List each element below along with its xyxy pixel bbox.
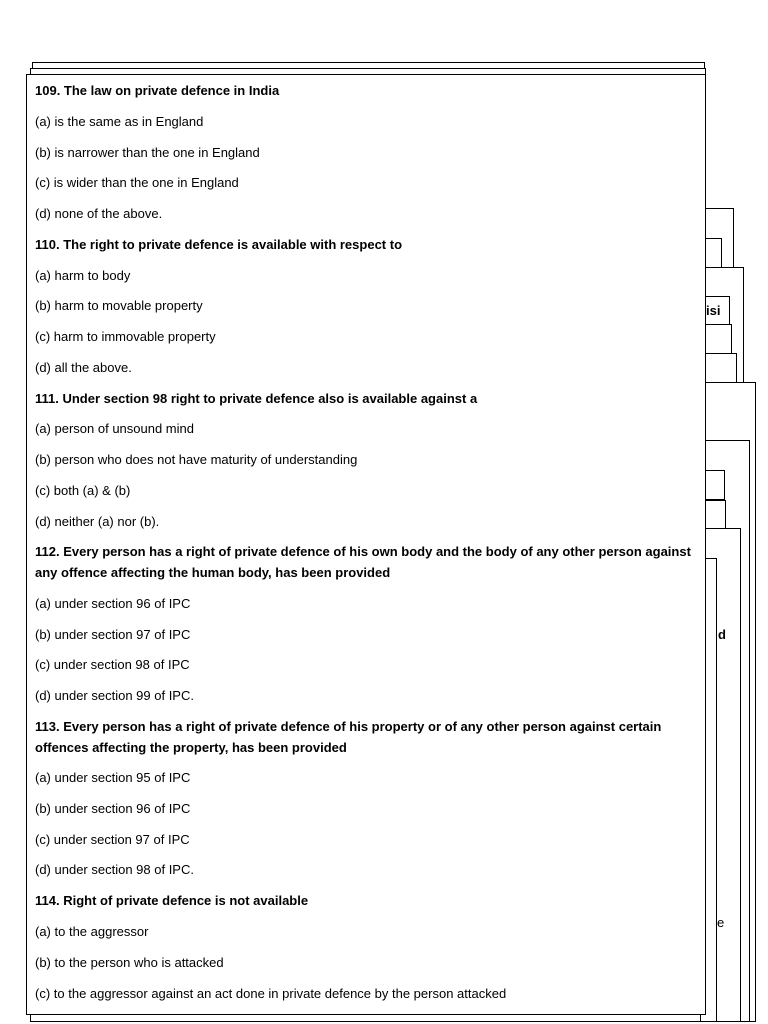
- option-109-c: (c) is wider than the one in England: [35, 175, 239, 190]
- option-114-c: (c) to the aggressor against an act done in private defence by the person attacked: [35, 986, 507, 1001]
- option-110-a: (a) harm to body: [35, 268, 131, 283]
- option-112-b: (b) under section 97 of IPC: [35, 627, 191, 642]
- option-110-c: (c) harm to immovable property: [35, 329, 216, 344]
- peek-text: d: [718, 627, 726, 642]
- option-111-a: (a) person of unsound mind: [35, 421, 194, 436]
- option-113-a: (a) under section 95 of IPC: [35, 770, 191, 785]
- option-109-b: (b) is narrower than the one in England: [35, 145, 260, 160]
- option-112-a: (a) under section 96 of IPC: [35, 596, 191, 611]
- question-113: 113. Every person has a right of private defence of his property or of any other person against certain offences affecting the property, has been provided: [35, 719, 662, 755]
- question-114: 114. Right of private defence is not available: [35, 893, 309, 908]
- option-111-d: (d) neither (a) nor (b).: [35, 514, 160, 529]
- option-109-d: (d) none of the above.: [35, 206, 163, 221]
- peek-text: e: [717, 915, 725, 930]
- option-111-c: (c) both (a) & (b): [35, 483, 131, 498]
- option-110-b: (b) harm to movable property: [35, 298, 203, 313]
- question-111: 111. Under section 98 right to private defence also is available against a: [35, 391, 478, 406]
- question-112: 112. Every person has a right of private defence of his own body and the body of any other person against any offence affecting the human body, has been provided: [35, 544, 691, 580]
- option-112-d: (d) under section 99 of IPC.: [35, 688, 194, 703]
- option-114-a: (a) to the aggressor: [35, 924, 149, 939]
- option-113-d: (d) under section 98 of IPC.: [35, 862, 194, 877]
- question-110: 110. The right to private defence is available with respect to: [35, 237, 403, 252]
- option-111-b: (b) person who does not have maturity of understanding: [35, 452, 358, 467]
- option-113-c: (c) under section 97 of IPC: [35, 832, 190, 847]
- peek-text: isi: [706, 303, 721, 318]
- option-109-a: (a) is the same as in England: [35, 114, 204, 129]
- document-page: [26, 74, 706, 1015]
- option-110-d: (d) all the above.: [35, 360, 132, 375]
- option-113-b: (b) under section 96 of IPC: [35, 801, 191, 816]
- option-112-c: (c) under section 98 of IPC: [35, 657, 190, 672]
- question-109: 109. The law on private defence in India: [35, 83, 280, 98]
- option-114-b: (b) to the person who is attacked: [35, 955, 224, 970]
